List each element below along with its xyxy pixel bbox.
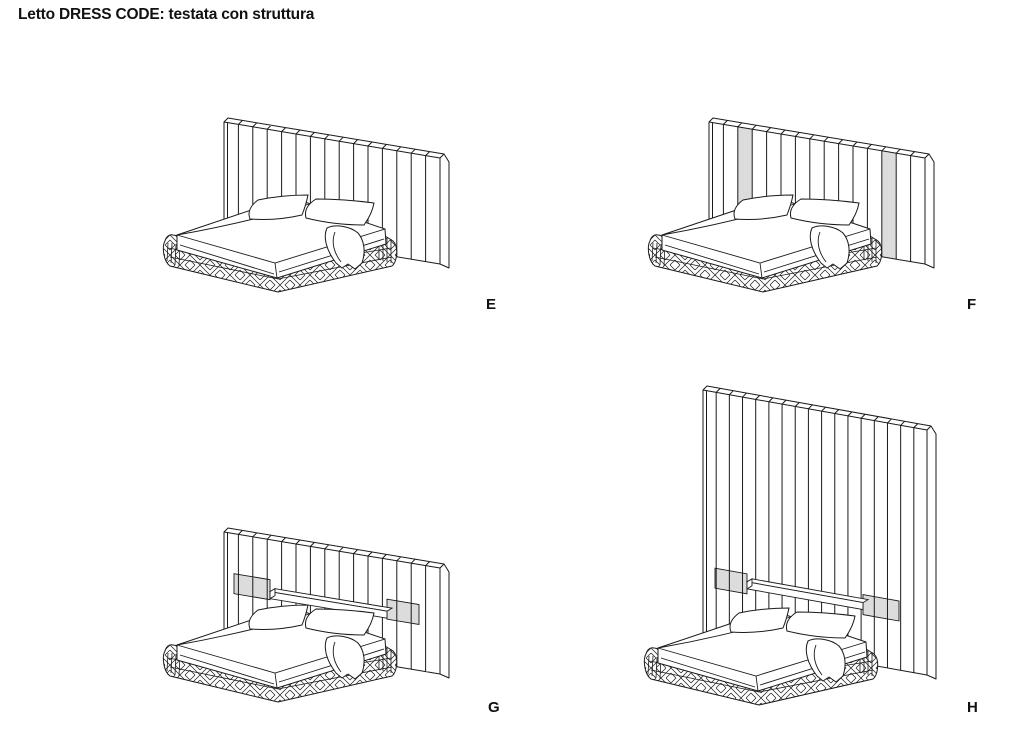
variant-label-f: F (967, 296, 977, 313)
variant-label-h: H (967, 699, 978, 716)
bed-drawing-e (150, 95, 490, 330)
bed-figure-g (150, 505, 490, 737)
bed-drawing-f (635, 95, 975, 330)
bed-figure-h (635, 368, 975, 735)
variant-label-g: G (488, 699, 500, 716)
bed-drawing-h (635, 368, 975, 735)
bed-figure-f (635, 95, 975, 330)
variant-label-e: E (486, 296, 497, 313)
page-title: Letto DRESS CODE: testata con struttura (18, 6, 315, 23)
bed-drawing-g (150, 505, 490, 737)
bed-figure-e (150, 95, 490, 330)
